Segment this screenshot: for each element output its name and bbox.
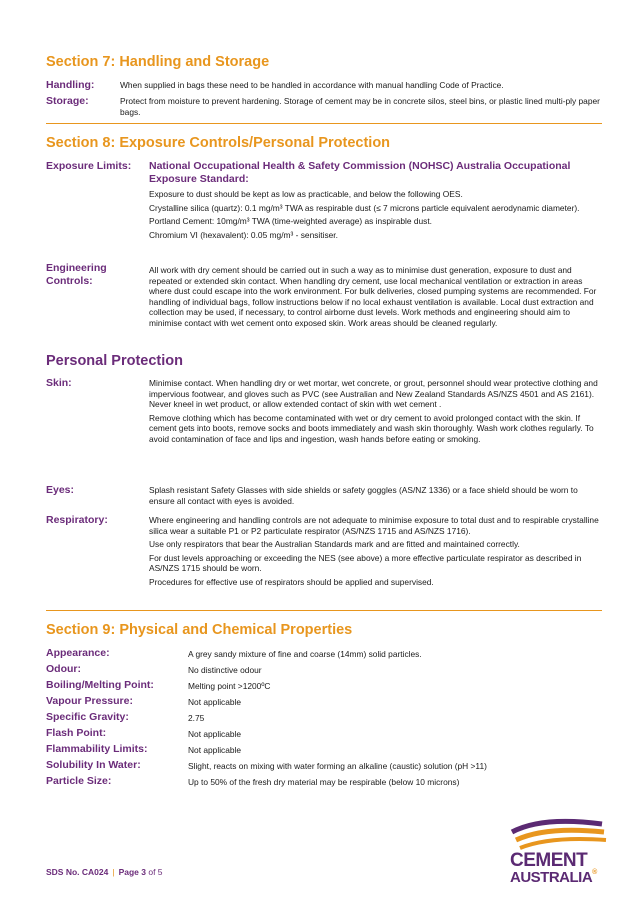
sds-number: SDS No. CA024 [46, 867, 109, 877]
property-value: Not applicable [188, 745, 242, 755]
eyes-text: Splash resistant Safety Glasses with side shields or safety goggles (AS/NZ 1336) or a face shield should be worn to ensure all contact with eyes is avoided. [149, 485, 578, 506]
property-label: Solubility In Water: [46, 759, 141, 771]
respiratory-text: Where engineering and handling controls are not adequate to minimise exposure to total dust and to respirable crystalline silica wear a suitable P1 or P2 particulate respirator (AS/NZS 1715 and AS/NZS 1716). Use only respirators that bear the Australian Standards mark and are fitted and maintained correctly. For dust levels approaching or exceeding the NES (see above) a more effective particulate respirator as described in AS/NZS 1715 should be worn. Procedures for effective use of respirators should be applied and supervised. [149, 515, 599, 587]
page-footer [46, 867, 163, 877]
property-value: 2.75 [188, 713, 205, 723]
property-label: Odour: [46, 663, 81, 675]
exposure-line: Portland Cement: 10mg/m³ TWA (time-weighted average) as inspirable dust. [149, 216, 433, 227]
logo-word-australia: AUSTRALIA® [510, 869, 597, 886]
page-total: of 5 [148, 867, 163, 877]
property-value: Not applicable [188, 729, 242, 739]
property-value: Melting point >1200ºC [188, 681, 271, 691]
exposure-limits-text [149, 189, 602, 240]
exposure-line: Exposure to dust should be kept as low as practicable, and below the following OES. [149, 189, 463, 199]
nohsc-heading: National Occupational Health & Safety Commission (NOHSC) Australia Occupational Exposure Standard: [149, 160, 571, 185]
property-label: Specific Gravity: [46, 711, 129, 723]
property-label: Flammability Limits: [46, 743, 148, 755]
property-value: Up to 50% of the fresh dry material may be respirable (below 10 microns) [188, 777, 460, 787]
property-label: Flash Point: [46, 727, 107, 739]
storage-text: Protect from moisture to prevent hardening. Storage of cement may be in concrete silos, steel bins, or plastic lined multi-ply paper bags. [120, 96, 600, 117]
engineering-controls-text: All work with dry cement should be carried out in such a way as to minimise dust generation, exposure to dust and repeated or extended skin contact. When handling dry cement, use local mechanical ventilation or extraction in areas where dust could escape into the work environment. For bulk deliveries, closed pumping systems are recommended. For handling of individual bags, follow instructions below if no local exhaust ventilation is available. Local dust extraction and collection may be used, if necessary, to control airborne dust levels. Work methods and engineering should aim to minimise contact with wet cement onto exposed skin. Work areas should be cleaned regularly. [149, 265, 597, 328]
property-value: Slight, reacts on mixing with water forming an alkaline (caustic) solution (pH >11) [188, 761, 487, 771]
exposure-limits-label: Exposure Limits: [46, 160, 132, 172]
logo-swoosh [520, 839, 606, 848]
property-value: Not applicable [188, 697, 242, 707]
property-label: Vapour Pressure: [46, 695, 133, 707]
eyes-label: Eyes: [46, 484, 75, 496]
property-label: Appearance: [46, 647, 110, 659]
property-label: Boiling/Melting Point: [46, 679, 154, 691]
skin-label: Skin: [46, 377, 72, 389]
handling-label: Handling: [46, 79, 95, 91]
property-value: No distinctive odour [188, 665, 262, 675]
handling-text: When supplied in bags these need to be handled in accordance with manual handling Code of Practice. [120, 80, 504, 90]
section-7-title: Section 7: Handling and Storage [46, 54, 270, 70]
section-divider [46, 123, 602, 124]
skin-text: Minimise contact. When handling dry or wet mortar, wet concrete, or grout, personnel should wear protective clothing and impervious footwear, and gloves such as PVC (see Australian and New Zealand Standards AS/NZS 4501 and AS 2161). Never kneel in wet product, or allow extended contact of skin with wet cement . Remove clothing which has become contaminated with wet or dry cement to avoid prolonged contact with the skin. If cement gets into boots, remove socks and boots immediately and wash skin thoroughly. Wash work clothes regularly. To avoid contamination of face and lips and ingestion, wash hands before eating or smoking. [149, 378, 598, 444]
page-number: Page 3 [118, 867, 146, 877]
respiratory-label: Respiratory: [46, 514, 108, 526]
property-label: Particle Size: [46, 775, 112, 787]
engineering-controls-label: Engineering Controls: [46, 262, 107, 287]
section-9-title: Section 9: Physical and Chemical Properties [46, 622, 353, 638]
property-value: A grey sandy mixture of fine and coarse (14mm) solid particles. [188, 649, 422, 659]
storage-label: Storage: [46, 95, 89, 107]
exposure-line: Crystalline silica (quartz): 0.1 mg/m³ TWA as respirable dust (≤ 7 microns particle equivalent aerodynamic diameter). [149, 202, 580, 213]
personal-protection-title: Personal Protection [46, 353, 183, 369]
footer-separator: | [112, 867, 115, 877]
logo-word-cement: CEMENT [510, 850, 588, 871]
section-divider [46, 610, 602, 611]
exposure-line: Chromium VI (hexavalent): 0.05 mg/m³ - sensitiser. [149, 229, 338, 240]
section-8-title: Section 8: Exposure Controls/Personal Protection [46, 135, 391, 151]
registered-mark: ® [592, 869, 597, 876]
